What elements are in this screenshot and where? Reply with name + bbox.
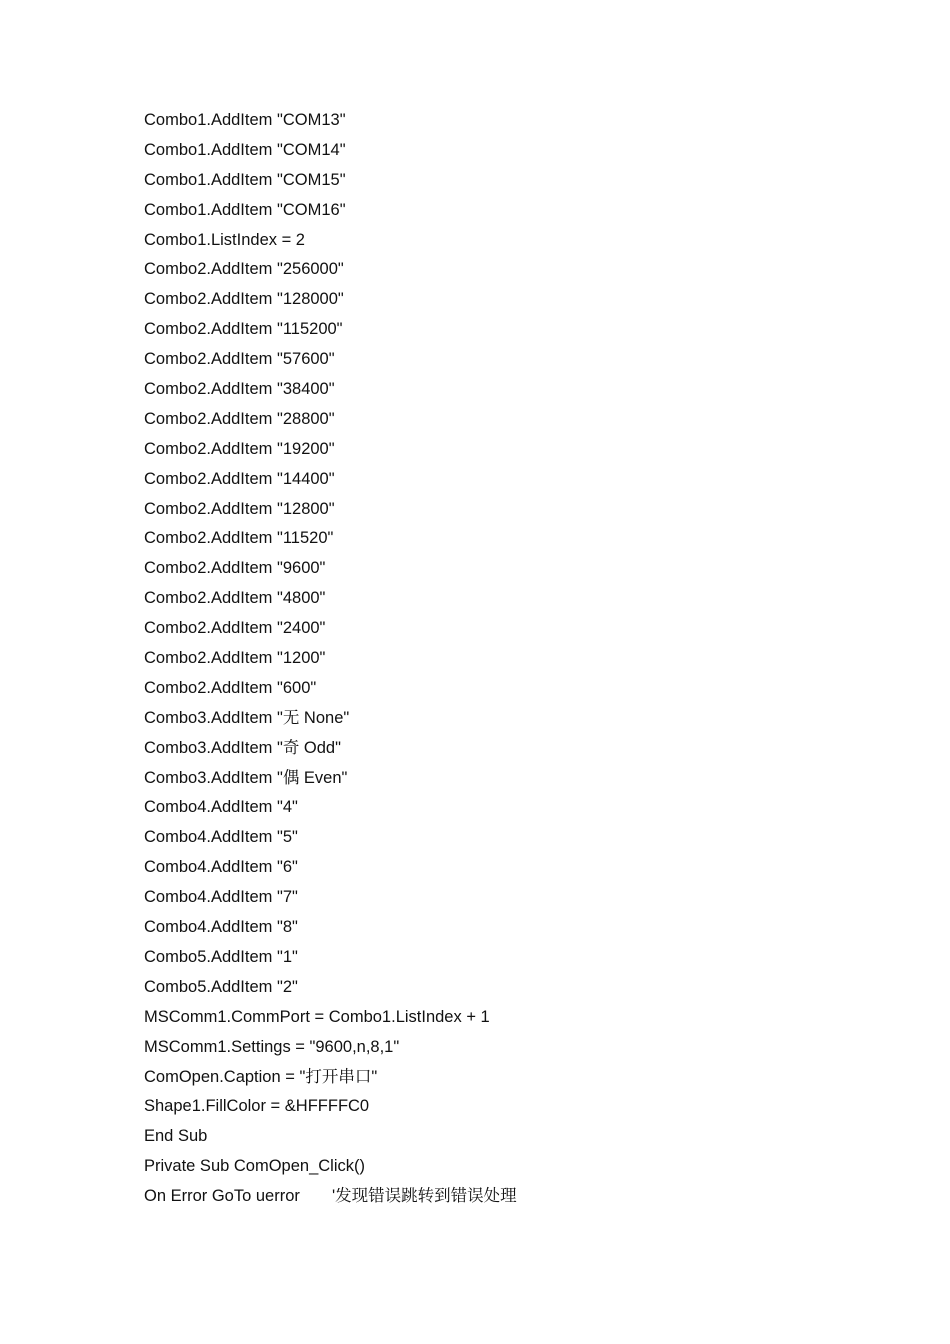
code-line: Combo4.AddItem "7" — [144, 888, 298, 907]
code-line: Combo2.AddItem "2400" — [144, 619, 326, 638]
code-line: Combo1.AddItem "COM15" — [144, 170, 346, 189]
code-line: Combo3.AddItem "无 None" — [144, 708, 350, 727]
code-line: Combo2.AddItem "11520" — [144, 529, 334, 548]
code-line: End Sub — [144, 1127, 208, 1146]
code-line: Combo4.AddItem "5" — [144, 828, 298, 847]
code-line: Combo2.AddItem "115200" — [144, 320, 343, 339]
code-line: ComOpen.Caption = "打开串口" — [144, 1067, 378, 1086]
code-line: Combo3.AddItem "奇 Odd" — [144, 738, 341, 757]
code-line: Combo5.AddItem "2" — [144, 977, 298, 996]
code-line: Combo4.AddItem "4" — [144, 798, 298, 817]
code-line: Combo2.AddItem "1200" — [144, 649, 326, 668]
code-listing — [144, 108, 517, 1214]
code-line: Combo1.AddItem "COM13" — [144, 111, 346, 129]
code-line: Combo5.AddItem "1" — [144, 947, 298, 966]
code-line: Combo1.ListIndex = 2 — [144, 230, 305, 249]
code-line: Shape1.FillColor = &HFFFFC0 — [144, 1097, 370, 1116]
code-line: Combo2.AddItem "600" — [144, 678, 317, 697]
code-line: Combo2.AddItem "128000" — [144, 290, 344, 309]
code-line: MSComm1.Settings = "9600,n,8,1" — [144, 1037, 400, 1056]
code-line: Combo1.AddItem "COM16" — [144, 200, 346, 219]
code-line: MSComm1.CommPort = Combo1.ListIndex + 1 — [144, 1007, 490, 1026]
code-line: Combo2.AddItem "57600" — [144, 350, 335, 369]
code-line: Combo2.AddItem "14400" — [144, 469, 335, 488]
code-line: Combo2.AddItem "12800" — [144, 499, 335, 518]
code-line: Combo2.AddItem "28800" — [144, 409, 335, 428]
code-line: Private Sub ComOpen_Click() — [144, 1157, 365, 1176]
code-line: Combo2.AddItem "256000" — [144, 260, 344, 279]
code-line: Combo3.AddItem "偶 Even" — [144, 768, 348, 787]
code-line: Combo1.AddItem "COM14" — [144, 140, 346, 159]
code-line: Combo2.AddItem "38400" — [144, 380, 335, 399]
code-line: Combo2.AddItem "19200" — [144, 439, 335, 458]
code-line: On Error GoTo uerror '发现错误跳转到错误处理 — [144, 1187, 517, 1206]
code-line: Combo2.AddItem "4800" — [144, 589, 326, 608]
code-line: Combo4.AddItem "8" — [144, 918, 298, 937]
code-line: Combo2.AddItem "9600" — [144, 559, 326, 578]
code-line: Combo4.AddItem "6" — [144, 858, 298, 877]
